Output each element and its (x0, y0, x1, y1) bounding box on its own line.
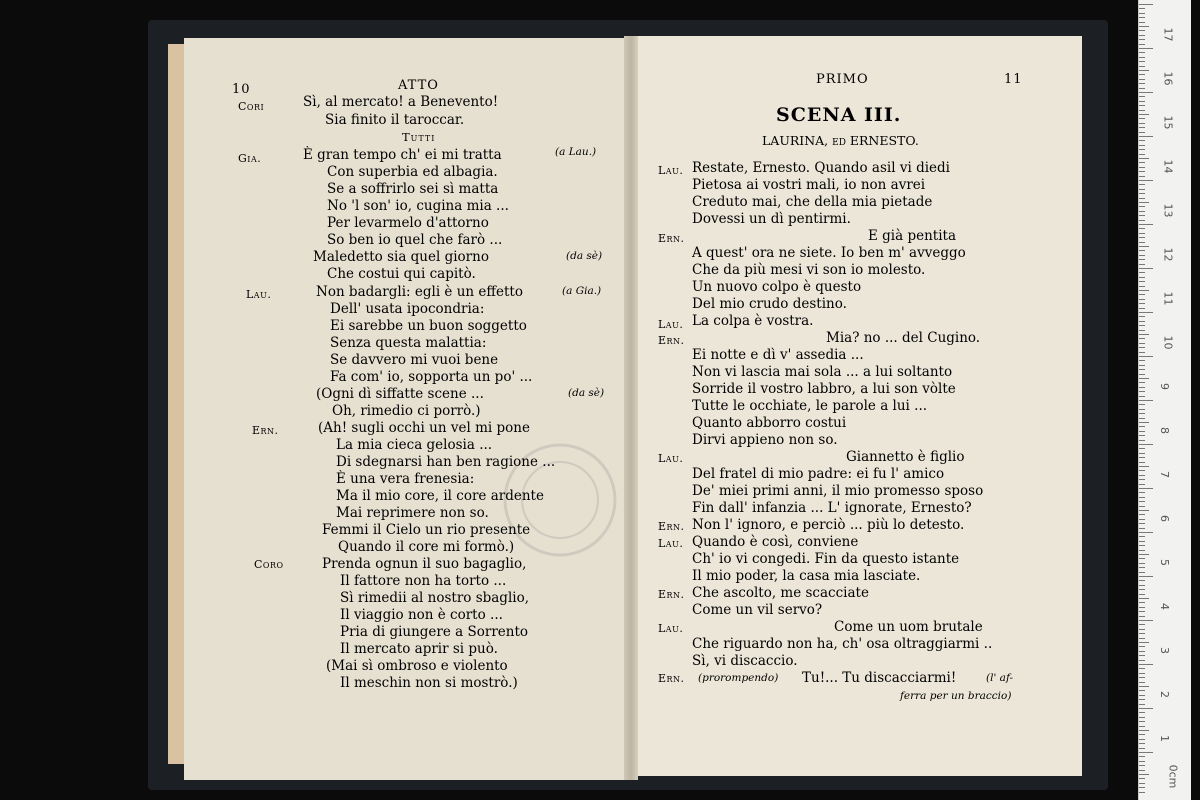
verse-line: Ch' io vi congedi. Fin da questo istante (692, 551, 960, 567)
ruler-tick (1139, 563, 1145, 564)
verse-line: Quando è così, conviene (692, 534, 859, 550)
ruler-tick (1139, 404, 1145, 405)
ruler-tick (1139, 365, 1145, 366)
ruler-tick (1139, 171, 1145, 172)
ruler-tick (1139, 39, 1145, 40)
ruler-tick (1139, 66, 1145, 67)
verse-line: Pria di giungere a Sorrento (340, 624, 529, 640)
verse-line: Non vi lascia mai sola ... a lui soltanto (692, 364, 953, 380)
ruler-tick (1139, 149, 1145, 150)
verse-line: Sì, al mercato! a Benevento! (303, 94, 499, 110)
verse-line: Maledetto sia quel giorno (313, 249, 489, 265)
ruler-tick (1139, 202, 1149, 203)
ruler-tick (1139, 774, 1149, 775)
verse-line: Come un vil servo? (692, 602, 823, 618)
ruler-tick (1139, 162, 1145, 163)
ruler-tick (1139, 704, 1145, 705)
ruler-tick (1139, 286, 1145, 287)
ruler-tick (1139, 708, 1153, 709)
ruler-tick (1139, 695, 1145, 696)
verse-line: Come un uom brutale (834, 619, 983, 635)
ruler-tick (1139, 308, 1145, 309)
ruler-tick (1139, 444, 1153, 445)
ruler-tick (1139, 88, 1145, 89)
verse-line: Tu!... Tu discacciarmi! (802, 670, 957, 686)
ruler-tick (1139, 554, 1149, 555)
ruler-tick (1139, 92, 1153, 93)
verse-line: Mia? no ... del Cugino. (826, 330, 981, 346)
verse-line: A quest' ora ne siete. Io ben m' avveggo (692, 245, 966, 261)
ruler-tick (1139, 761, 1145, 762)
ruler-tick (1139, 787, 1145, 788)
ruler-tick (1139, 770, 1145, 771)
verse-line: Per levarmelo d'attorno (327, 215, 489, 231)
ruler-tick (1139, 765, 1145, 766)
ruler-tick (1139, 83, 1145, 84)
verse-line: Non l' ignoro, e perciò ... più lo detesto. (692, 517, 965, 533)
speaker-label: Ern. (658, 520, 685, 533)
verse-line: Il mio poder, la casa mia lasciate. (692, 568, 921, 584)
verse-line: Non badargli: egli è un effetto (316, 284, 523, 300)
stage-direction: (a Lau.) (555, 146, 597, 158)
verse-line: Che ascolto, me scacciate (692, 585, 869, 601)
ruler-tick (1139, 330, 1145, 331)
ruler-tick (1139, 228, 1145, 229)
ruler-tick (1139, 123, 1145, 124)
verse-line: Se davvero mi vuoi bene (330, 352, 499, 368)
ruler-tick (1139, 101, 1145, 102)
ruler-label: 5 (1158, 559, 1171, 566)
ruler-tick (1139, 48, 1153, 49)
stage-direction: (da sè) (566, 250, 603, 262)
ruler-tick (1139, 114, 1149, 115)
stage-direction: (l' af- (986, 672, 1013, 684)
ruler-tick (1139, 180, 1153, 181)
verse-line: Oh, rimedio ci porrò.) (332, 403, 481, 419)
ruler-label: 11 (1161, 291, 1175, 306)
speaker-label: Lau. (658, 452, 684, 465)
ruler-tick (1139, 651, 1145, 652)
ruler-tick (1139, 739, 1145, 740)
ruler-tick (1139, 382, 1145, 383)
ruler-tick (1139, 44, 1145, 45)
ruler-tick (1139, 272, 1145, 273)
verse-line: Se a soffrirlo sei sì matta (327, 181, 499, 197)
ruler-tick (1139, 259, 1145, 260)
ruler-tick (1139, 734, 1145, 735)
ruler-tick (1139, 712, 1145, 713)
ruler-tick (1139, 620, 1153, 621)
ruler-tick (1139, 642, 1149, 643)
ruler-tick (1139, 198, 1145, 199)
ruler-tick (1139, 726, 1145, 727)
ruler-tick (1139, 594, 1145, 595)
ruler-tick (1139, 206, 1145, 207)
ruler-label: 7 (1158, 471, 1171, 478)
ruler-tick (1139, 127, 1145, 128)
verse-line: (Ogni dì siffatte scene ... (316, 386, 484, 402)
ruler-tick (1139, 110, 1145, 111)
verse-line: So ben io quel che farò ... (327, 232, 503, 248)
tutti-heading: Tutti (402, 130, 436, 144)
verse-line: Fa com' io, sopporta un po' ... (330, 369, 533, 385)
ruler-tick (1139, 242, 1145, 243)
speaker-label: Lau. (658, 318, 684, 331)
verse-line: (Mai sì ombroso e violento (326, 658, 508, 674)
verse-line: No 'l son' io, cugina mia ... (327, 198, 509, 214)
ruler-tick (1139, 611, 1145, 612)
ruler-label: 0cm (1166, 764, 1180, 789)
ruler-label: 14 (1161, 159, 1175, 174)
ruler-tick (1139, 387, 1145, 388)
ruler-tick (1139, 8, 1145, 9)
ruler-tick (1139, 369, 1145, 370)
ruler-tick (1139, 334, 1149, 335)
ruler-tick (1139, 224, 1153, 225)
verse-line: Dovessi un dì pentirmi. (692, 211, 851, 227)
ruler-tick (1139, 532, 1153, 533)
ruler-tick (1139, 268, 1153, 269)
ruler-tick (1139, 338, 1145, 339)
verse-line: Del mio crudo destino. (692, 296, 847, 312)
measurement-ruler (1138, 0, 1191, 800)
verse-line: Senza questa malattia: (330, 335, 487, 351)
ruler-tick (1139, 264, 1145, 265)
ruler-tick (1139, 145, 1145, 146)
ruler-tick (1139, 589, 1145, 590)
speaker-label: Ern. (658, 334, 685, 347)
right-page-header: PRIMO (816, 72, 869, 87)
ruler-label: 9 (1158, 383, 1171, 390)
ruler-tick (1139, 783, 1145, 784)
speaker-label: Lau. (658, 622, 684, 635)
verse-line: Che da più mesi vi son io molesto. (692, 262, 926, 278)
ruler-tick (1139, 523, 1145, 524)
ruler-tick (1139, 294, 1145, 295)
verse-line: Ma il mio core, il core ardente (336, 488, 544, 504)
ruler-tick (1139, 479, 1145, 480)
verse-line: Giannetto è figlio (846, 449, 965, 465)
ruler-tick (1139, 132, 1145, 133)
ruler-tick (1139, 778, 1145, 779)
ruler-tick (1139, 435, 1145, 436)
speaker-label: Ern. (658, 588, 685, 601)
speaker-label: Coro (254, 558, 284, 571)
ruler-tick (1139, 514, 1145, 515)
ruler-tick (1139, 660, 1145, 661)
ruler-tick (1139, 730, 1149, 731)
speaker-label: Ern. (252, 424, 279, 437)
ruler-tick (1139, 299, 1145, 300)
ruler-tick (1139, 686, 1149, 687)
ruler-tick (1139, 321, 1145, 322)
ruler-tick (1139, 22, 1145, 23)
ruler-tick (1139, 682, 1145, 683)
ruler-tick (1139, 668, 1145, 669)
ruler-tick (1139, 57, 1145, 58)
ruler-label: 13 (1161, 203, 1175, 218)
ruler-tick (1139, 413, 1145, 414)
ruler-tick (1139, 484, 1145, 485)
ruler-tick (1139, 13, 1145, 14)
verse-line: Il mercato aprir si può. (340, 641, 498, 657)
ruler-label: 2 (1158, 691, 1171, 698)
ruler-tick (1139, 4, 1153, 5)
ruler-tick (1139, 677, 1145, 678)
verse-line: La mia cieca gelosia ... (336, 437, 493, 453)
verse-line: Ei notte e dì v' assedia ... (692, 347, 864, 363)
ruler-label: 4 (1158, 603, 1171, 610)
ruler-tick (1139, 35, 1145, 36)
ruler-tick (1139, 673, 1145, 674)
ruler-tick (1139, 140, 1145, 141)
verse-line: E già pentita (868, 228, 956, 244)
verse-line: Il viaggio non è corto ... (340, 607, 503, 623)
verse-line: Dell' usata ipocondria: (330, 301, 485, 317)
speaker-label: Lau. (246, 288, 272, 301)
ruler-tick (1139, 576, 1153, 577)
ruler-tick (1139, 580, 1145, 581)
ruler-tick (1139, 61, 1145, 62)
verse-line: La colpa è vostra. (692, 313, 814, 329)
verse-line: Che riguardo non ha, ch' osa oltraggiarmi .. (692, 636, 993, 652)
verse-line: Fin dall' infanzia ... L' ignorate, Ernesto? (692, 500, 972, 516)
ruler-label: 15 (1161, 115, 1175, 130)
verse-line: È una vera frenesia: (336, 471, 475, 487)
stage-direction: (a Gia.) (562, 285, 602, 297)
verse-line: Il fattore non ha torto ... (340, 573, 507, 589)
ruler-tick (1139, 154, 1145, 155)
ruler-tick (1139, 250, 1145, 251)
ruler-tick (1139, 30, 1145, 31)
ruler-tick (1139, 237, 1145, 238)
ruler-tick (1139, 360, 1145, 361)
ruler-tick (1139, 752, 1153, 753)
ruler-tick (1139, 52, 1145, 53)
left-page-header: ATTO (398, 78, 439, 93)
speaker-label: Cori (238, 100, 265, 113)
ruler-tick (1139, 211, 1145, 212)
scene-title: SCENA III. (776, 104, 902, 126)
ruler-tick (1139, 492, 1145, 493)
verse-line: Tutte le occhiate, le parole a lui ... (692, 398, 928, 414)
ruler-tick (1139, 96, 1145, 97)
ruler-tick (1139, 312, 1153, 313)
verse-line: Sorride il vostro labbro, a lui son vòlte (692, 381, 956, 397)
verse-line: Restate, Ernesto. Quando asil vi diedi (692, 160, 950, 176)
ruler-label: 17 (1161, 27, 1175, 42)
ruler-label: 3 (1158, 647, 1171, 654)
ruler-tick (1139, 602, 1145, 603)
verse-line: Del fratel di mio padre: ei fu l' amico (692, 466, 945, 482)
ruler-tick (1139, 378, 1149, 379)
stage-direction: ferra per un braccio) (900, 690, 1012, 702)
ruler-tick (1139, 519, 1145, 520)
verse-line: Dirvi appieno non so. (692, 432, 838, 448)
ruler-tick (1139, 743, 1145, 744)
speaker-label: Lau. (658, 164, 684, 177)
ruler-tick (1139, 422, 1149, 423)
ruler-tick (1139, 748, 1145, 749)
ruler-tick (1139, 277, 1145, 278)
speaker-label: Ern. (658, 672, 685, 685)
ruler-tick (1139, 462, 1145, 463)
ruler-tick (1139, 607, 1145, 608)
ruler-tick (1139, 189, 1145, 190)
ruler-tick (1139, 567, 1145, 568)
ruler-tick (1139, 316, 1145, 317)
ruler-tick (1139, 545, 1145, 546)
verse-line: Un nuovo colpo è questo (692, 279, 862, 295)
ruler-tick (1139, 558, 1145, 559)
ruler-tick (1139, 506, 1145, 507)
ruler-label: 8 (1158, 427, 1171, 434)
speaker-label: Gia. (238, 152, 262, 165)
verse-line: Pietosa ai vostri mali, io non avrei (692, 177, 926, 193)
speaker-label: Lau. (658, 537, 684, 550)
verse-line: Di sdegnarsi han ben ragione ... (336, 454, 556, 470)
ruler-tick (1139, 497, 1145, 498)
ruler-tick (1139, 792, 1145, 793)
ruler-tick (1139, 70, 1149, 71)
ruler-tick (1139, 136, 1153, 137)
ruler-tick (1139, 290, 1149, 291)
ruler-tick (1139, 246, 1149, 247)
ruler-tick (1139, 26, 1149, 27)
ruler-tick (1139, 356, 1153, 357)
ruler-tick (1139, 501, 1145, 502)
stage-direction: (da sè) (568, 387, 605, 399)
ruler-tick (1139, 184, 1145, 185)
ruler-tick (1139, 488, 1153, 489)
ruler-tick (1139, 470, 1145, 471)
verse-line: Quando il core mi formò.) (338, 539, 515, 555)
ruler-tick (1139, 193, 1145, 194)
ruler-tick (1139, 167, 1145, 168)
ruler-tick (1139, 528, 1145, 529)
ruler-tick (1139, 721, 1145, 722)
ruler-tick (1139, 616, 1145, 617)
ruler-tick (1139, 453, 1145, 454)
ruler-label: 16 (1161, 71, 1175, 86)
verse-line: Mai reprimere non so. (336, 505, 489, 521)
ruler-tick (1139, 374, 1145, 375)
ruler-tick (1139, 347, 1145, 348)
verse-line: Creduto mai, che della mia pietade (692, 194, 933, 210)
ruler-tick (1139, 343, 1145, 344)
ruler-tick (1139, 756, 1145, 757)
verse-line: Prenda ognun il suo bagaglio, (322, 556, 527, 572)
ruler-tick (1139, 624, 1145, 625)
verse-line: Quanto abborro costui (692, 415, 847, 431)
stage-direction: (prorompendo) (698, 672, 779, 684)
ruler-tick (1139, 448, 1145, 449)
book-gutter (624, 36, 638, 780)
ruler-label: 1 (1158, 735, 1171, 742)
ruler-tick (1139, 118, 1145, 119)
ruler-tick (1139, 215, 1145, 216)
ruler-tick (1139, 220, 1145, 221)
verse-line: Femmi il Cielo un rio presente (322, 522, 531, 538)
verse-line: È gran tempo ch' ei mi tratta (303, 147, 502, 163)
ruler-tick (1139, 510, 1149, 511)
verse-line: (Ah! sugli occhi un vel mi pone (318, 420, 530, 436)
ruler-tick (1139, 440, 1145, 441)
ruler-tick (1139, 303, 1145, 304)
ruler-tick (1139, 475, 1145, 476)
ruler-tick (1139, 633, 1145, 634)
ruler-tick (1139, 391, 1145, 392)
ruler-tick (1139, 409, 1145, 410)
ruler-tick (1139, 418, 1145, 419)
verse-line: Il meschin non si mostrò.) (340, 675, 518, 691)
verse-line: Con superbia ed albagia. (327, 164, 498, 180)
ruler-label: 10 (1161, 335, 1175, 350)
verse-line: De' miei primi anni, il mio promesso sposo (692, 483, 984, 499)
verse-line: Sì rimedii al nostro sbaglio, (340, 590, 530, 606)
ruler-tick (1139, 690, 1145, 691)
ruler-tick (1139, 17, 1145, 18)
ruler-tick (1139, 699, 1145, 700)
left-page-number: 10 (232, 82, 251, 97)
ruler-tick (1139, 550, 1145, 551)
ruler-tick (1139, 426, 1145, 427)
ruler-tick (1139, 158, 1149, 159)
ruler-label: 12 (1161, 247, 1175, 262)
ruler-tick (1139, 233, 1145, 234)
ruler-tick (1139, 646, 1145, 647)
ruler-tick (1139, 255, 1145, 256)
ruler-tick (1139, 664, 1153, 665)
verse-line: Sia finito il taroccar. (325, 112, 465, 128)
verse-line: Che costui qui capitò. (327, 266, 476, 282)
ruler-tick (1139, 431, 1145, 432)
verse-line: Ei sarebbe un buon soggetto (330, 318, 527, 334)
ruler-tick (1139, 638, 1145, 639)
ruler-tick (1139, 400, 1153, 401)
ruler-tick (1139, 352, 1145, 353)
ruler-tick (1139, 457, 1145, 458)
ruler-tick (1139, 655, 1145, 656)
ruler-tick (1139, 325, 1145, 326)
right-page-number: 11 (1004, 72, 1023, 87)
scene-subtitle: LAURINA, ed ERNESTO. (762, 133, 919, 148)
ruler-tick (1139, 598, 1149, 599)
ruler-tick (1139, 281, 1145, 282)
ruler-tick (1139, 585, 1145, 586)
ruler-tick (1139, 717, 1145, 718)
ruler-tick (1139, 572, 1145, 573)
ruler-tick (1139, 176, 1145, 177)
ruler-tick (1139, 629, 1145, 630)
ruler-tick (1139, 79, 1145, 80)
ruler-tick (1139, 105, 1145, 106)
ruler-tick (1139, 74, 1145, 75)
ruler-tick (1139, 541, 1145, 542)
ruler-tick (1139, 396, 1145, 397)
ruler-tick (1139, 466, 1149, 467)
speaker-label: Ern. (658, 232, 685, 245)
ruler-label: 6 (1158, 515, 1171, 522)
verse-line: Sì, vi discaccio. (692, 653, 798, 669)
ruler-tick (1139, 536, 1145, 537)
